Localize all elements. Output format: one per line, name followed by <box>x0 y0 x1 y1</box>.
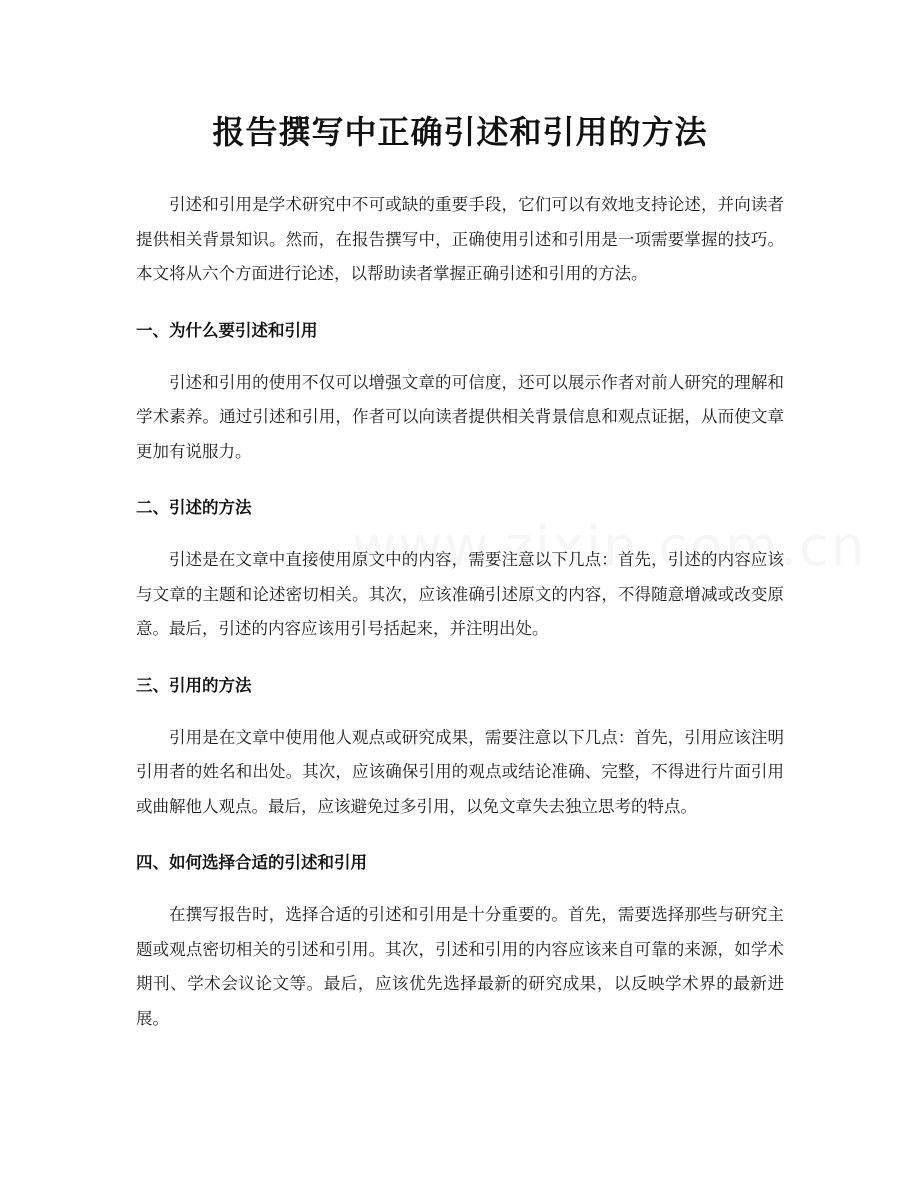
section-1 <box>136 314 784 470</box>
section-4 <box>136 846 784 1036</box>
section-3 <box>136 669 784 825</box>
section-heading: 一、为什么要引述和引用 <box>136 320 318 340</box>
section-2 <box>136 491 784 647</box>
section-paragraph: 引用是在文章中使用他人观点或研究成果，需要注意以下几点：首先，引用应该注明引用者的姓名和出处。其次，应该确保引用的观点或结论准确、完整，不得进行片面引用或曲解他人观点。最后，应该避免过多引用，以免文章失去独立思考的特点。 <box>136 727 784 816</box>
section-heading: 二、引述的方法 <box>136 498 252 517</box>
document-title: 报告撰写中正确引述和引用的方法 <box>212 113 708 151</box>
section-heading: 三、引用的方法 <box>136 675 252 695</box>
section-paragraph: 引述是在文章中直接使用原文中的内容，需要注意以下几点：首先，引述的内容应该与文章的主题和论述密切相关。其次，应该准确引述原文的内容，不得随意增减或改变原意。最后，引述的内容应该用引号括起来，并注明出处。 <box>136 550 784 638</box>
intro-paragraph: 引述和引用是学术研究中不可或缺的重要手段，它们可以有效地支持论述，并向读者提供相关背景知识。然而，在报告撰写中，正确使用引述和引用是一项需要掌握的技巧。本文将从六个方面进行论述，以帮助读者掌握正确引述和引用的方法。 <box>136 195 784 283</box>
section-paragraph: 在撰写报告时，选择合适的引述和引用是十分重要的。首先，需要选择那些与研究主题或观点密切相关的引述和引用。其次，引述和引用的内容应该来自可靠的来源，如学术期刊、学术会议论文等。最后，应该优先选择最新的研究成果，以反映学术界的最新进展。 <box>136 905 784 1028</box>
section-heading: 四、如何选择合适的引述和引用 <box>136 853 367 872</box>
section-paragraph: 引述和引用的使用不仅可以增强文章的可信度，还可以展示作者对前人研究的理解和学术素养。通过引述和引用，作者可以向读者提供相关背景信息和观点证据，从而使文章更加有说服力。 <box>136 372 784 461</box>
